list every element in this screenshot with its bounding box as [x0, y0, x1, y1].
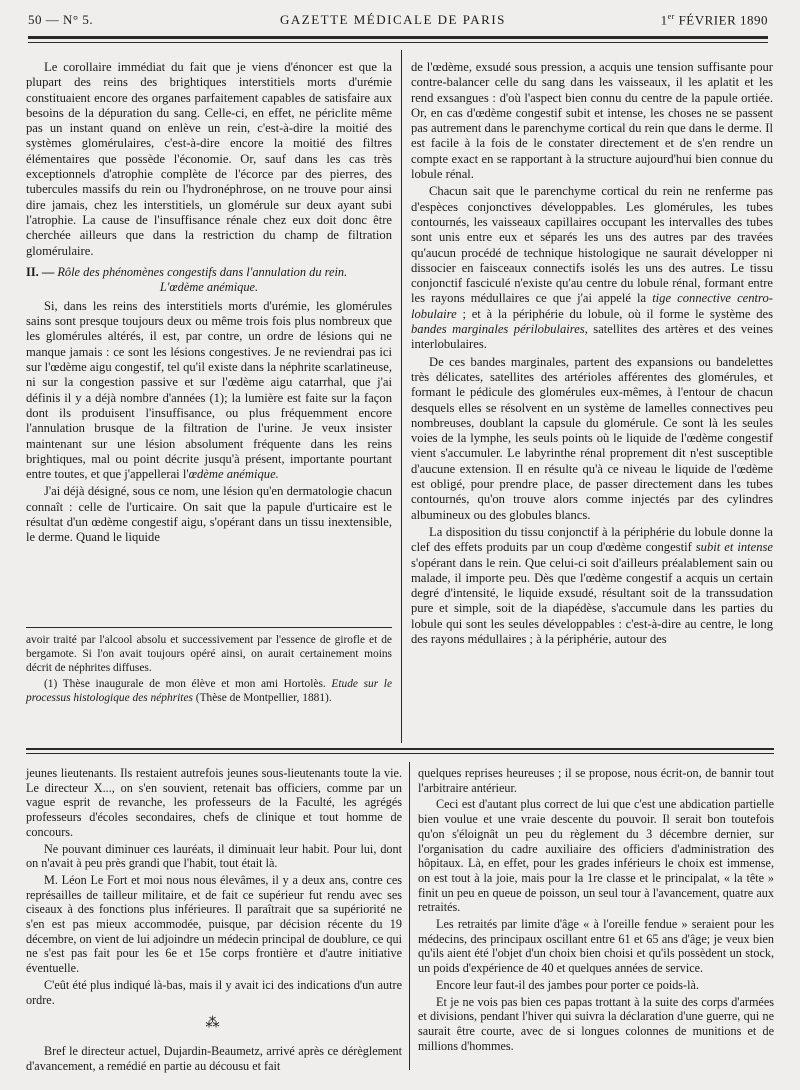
article-paragraph: J'ai déjà désigné, sous ce nom, une lésion qu'en dermatologie chacun connaît : celle de l'urticaire. On sait que la papule d'urticaire est le résultat d'un œdème congestif aigu, s'opérant dans un tissu inextensible, le derme. Quand le liquide: [26, 484, 392, 545]
feuilleton-left-column: [26, 766, 402, 1073]
section-heading: II. — Rôle des phénomènes congestifs dans l'annulation du rein. L'œdème anémique.: [26, 265, 392, 295]
footnote-continuation: avoir traité par l'alcool absolu et successivement par l'essence de girofle et de bergamote. Si l'on avait toujours opéré ainsi, on aurait certainement moins décrit de néphrites diffuses.: [26, 634, 392, 674]
feuilleton-paragraph: jeunes lieutenants. Ils restaient autrefois jeunes sous-lieutenants toute la vie. Le directeur X..., on s'en souvient, retenait bas officiers, comme par un vague esprit de revanche, les professeurs de la Faculté, les agrégés professeurs d'écoles secondaires, chefs de clinique et tout homme de concours.: [26, 766, 402, 839]
journal-title: GAZETTE MÉDICALE DE PARIS: [280, 12, 506, 27]
footnotes: [26, 633, 392, 705]
feuilleton-paragraph: Ceci est d'autant plus correct de lui que c'est une abdication partielle bien voulue et une vraie descente du pouvoir. Il serait bon toutefois qu'on s'éloignât un peu du règlement du 3 décembre dernier, sur l'organisation du cadre auxiliaire des officiers d'administration des hôpitaux. Là, en effet, pour les grades inférieurs le choix est immense, on est tout à la joie, mais pour la 1re classe et le principalat, « la tête » finit un peu en queue de poisson, un seul tour à l'avancement, quatre aux retraités.: [418, 797, 774, 915]
article-paragraph: La disposition du tissu conjonctif à la périphérie du lobule donne la clef des effets produits par un coup d'œdème congestif subit et intense s'opérant dans le rein. Que celui-ci soit d'ailleurs préalablement sain ou malade, il importe peu. Dès que l'œdème congestif a acquis un certain degré d'intensité, le liquide exsudé, résultant soit de la transsudation pure et simple, soit de la diapédèse, s'accumule dans les parties du lobule qui sont les seules développables : c'est-à-dire au centre, le long des rayons médullaires ; à la périphérie, autour des: [411, 524, 773, 646]
feuilleton-rule-thin: [26, 753, 774, 754]
feuilleton-paragraph: M. Léon Le Fort et moi nous nous élevâmes, il y a deux ans, contre ces représailles de tailleur militaire, et de fait ce supérieur fut rendu avec ses ciseaux à des fonctions plus inférieures. Il paraîtrait que sa supériorité ne s'en est pas mieux accommodée, puisque, par décision récente du 19 décembre, on vient de lui adjoindre un médecin principal de doublure, ce qui ne s'est pas fait pour les 6e et 15e corps frontière et d'autre initiative éventuelle.: [26, 872, 402, 976]
article-paragraph: De ces bandes marginales, partent des expansions ou bandelettes très délicates, satellites des artérioles afférentes des glomérules, et formant le pédicule des glomérules eux-mêmes, à l'entour de chacun desquels elles se résolvent en un système de lamelles connectives peu nombreuses, doublant la capsule du glomérule. Ce sont là les seules voies de la lymphe, les seuls points où le liquide de l'œdème congestif vient s'accumuler. Le labyrinthe rénal proprement dit n'est susceptible d'aucune extension. Il en résulte qu'à ce niveau le liquide de l'œdème est obligé, pour prendre place, de passer directement dans les tubes contournés, qu'on trouve alors comme injectés par des cylindres albumineux ou des globules blancs.: [411, 354, 773, 522]
page-header: [28, 12, 768, 36]
article-paragraph: Chacun sait que le parenchyme cortical du rein ne renferme pas d'espèces conjonctives développables. Les glomérules, les tubes contournés, les vaisseaux capillaires occupant les intervalles des tubes sont unis entre eux et séparés les uns des autres par des travées qu'aucun procédé de technique histologique ne saurait développer ni dissocier en faisceaux connectifs isolés les uns des autres. Le tissu conjonctif fasciculé n'existe qu'au centre du lobule rénal, formant entre les rayons médullaires ce que j'ai appelé la tige connective centro-lobulaire ; et à la périphérie du lobule, où il forme le système des bandes marginales périlobulaires, satellites des artères et des veines interlobulaires.: [411, 184, 774, 352]
feuilleton-column-divider: [409, 762, 410, 1070]
feuilleton-rule: [26, 748, 774, 750]
issue-date: 1er FÉVRIER 1890: [660, 12, 768, 28]
asterism: ⁂: [205, 1016, 223, 1032]
feuilleton-paragraph: Ne pouvant diminuer ces lauréats, il diminuait leur habit. Pour lui, dont on n'avait à peu près grandi que l'habit, tout était là.: [26, 841, 402, 871]
header-rule-thin: [28, 42, 768, 43]
page-number: 50 — N° 5.: [28, 12, 94, 27]
feuilleton-paragraph: Les retraités par limite d'âge « à l'oreille fendue » seraient pour les médecins, des principaux oscillant entre 61 et 65 ans d'âge; je veux bien qu'ils aient été l'objet d'un choix bien choisi et qu'ils possèdent un stock, un poids d'expérience de 40 et quelques années de service.: [418, 917, 774, 976]
feuilleton-paragraph: Encore leur faut-il des jambes pour porter ce poids-là.: [436, 977, 699, 992]
article-paragraph: de l'œdème, exsudé sous pression, a acquis une tension suffisante pour contre-balancer celle du sang dans les vaisseaux, il les aplatit et les rend exsangues : d'où l'aspect bien connu du centre de la papule ortiée. Or, en cas d'œdème congestif subit et intense, les choses ne se passent pas autrement dans le parenchyme cortical du rein que dans le derme. Il est facile à la fois de le constater directement et de s'en rendre un compte exact en se rapportant à la structure aujourd'hui bien connue du lobule rénal.: [411, 60, 773, 182]
column-divider: [401, 50, 402, 743]
feuilleton-paragraph: Et je ne vois pas bien ces papas trottant à la suite des corps d'armées et divisions, pendant l'hiver qui suivra la déclaration d'une guerre, qui ne saurait être courte, avec de si longues colonnes de munitions et de millions d'hommes.: [418, 994, 774, 1053]
header-rule: [28, 36, 768, 39]
article-paragraph: Si, dans les reins des interstitiels morts d'urémie, les glomérules sains sont presque toujours deux ou même trois fois plus nombreux que les glomérules altérés, il est, par contre, un ordre de lésions qui ne manque jamais : ce sont les lésions congestives. Je ne reviendrai pas ici sur l'œdème aigu congestif, tel qu'il existe dans la néphrite scarlatineuse, ni sur la congestion passive et sur l'œdème aigu catarrhal, que j'ai définis il y a déjà nombre d'années (1); la lumière est faite sur la façon dont ils produisent l'insuffisance, ou plus fréquemment encore l'annulation brusque de la filtration de l'urine. Je veux insister maintenant sur une lésion absolument fréquente dans les reins brightiques, mal ou point décrite jusqu'à présent, importante pourtant entre toutes, et que j'appellerai l'œdème anémique.: [26, 298, 392, 482]
article-left-column: [26, 60, 392, 546]
feuilleton-right-column: [418, 766, 774, 1053]
feuilleton-paragraph: quelques reprises heureuses ; il se propose, nous écrit-on, de bannir tout l'arbitraire antérieur.: [418, 766, 774, 795]
feuilleton-paragraph: C'eût été plus indiqué là-bas, mais il y avait ici des indications d'un autre ordre.: [26, 977, 402, 1007]
section-subheading: L'œdème anémique.: [159, 279, 259, 294]
footnote-rule: [26, 627, 392, 628]
feuilleton-paragraph: Bref le directeur actuel, Dujardin-Beaumetz, arrivé après ce dérèglement d'avancement, a remédié en partie au décousu et fait: [26, 1043, 402, 1073]
footnote: (1) Thèse inaugurale de mon élève et mon ami Hortolès. Etude sur le processus histologique des néphrites (Thèse de Montpellier, 1881).: [26, 678, 392, 704]
article-right-column: [411, 60, 773, 647]
article-paragraph: Le corollaire immédiat du fait que je viens d'énoncer est que la plupart des reins des brightiques interstitiels morts d'urémie constituaient encore des organes parfaitement capables de satisfaire aux besoins de la dépuration du sang. Celle-ci, en effet, ne périclite même pas un instant quand on enlève un rein, c'est-à-dire la moitié des systèmes glomérulaires, c'est-à-dire encore la moitié des filtres élémentaires que possède l'économie. Or, sauf dans les cas très exceptionnels d'atrophie complète de l'écorce par des pierres, des tubercules massifs du rein ou l'hydronéphrose, on ne trouve pour ainsi dire jamais, chez les interstitiels, un glomérule sur deux ayant subi l'atrophie. La cause de l'insuffisance rénale chez eux doit donc être cherchée ailleurs que dans la restriction du champ de filtration glomérulaire.: [26, 60, 392, 258]
